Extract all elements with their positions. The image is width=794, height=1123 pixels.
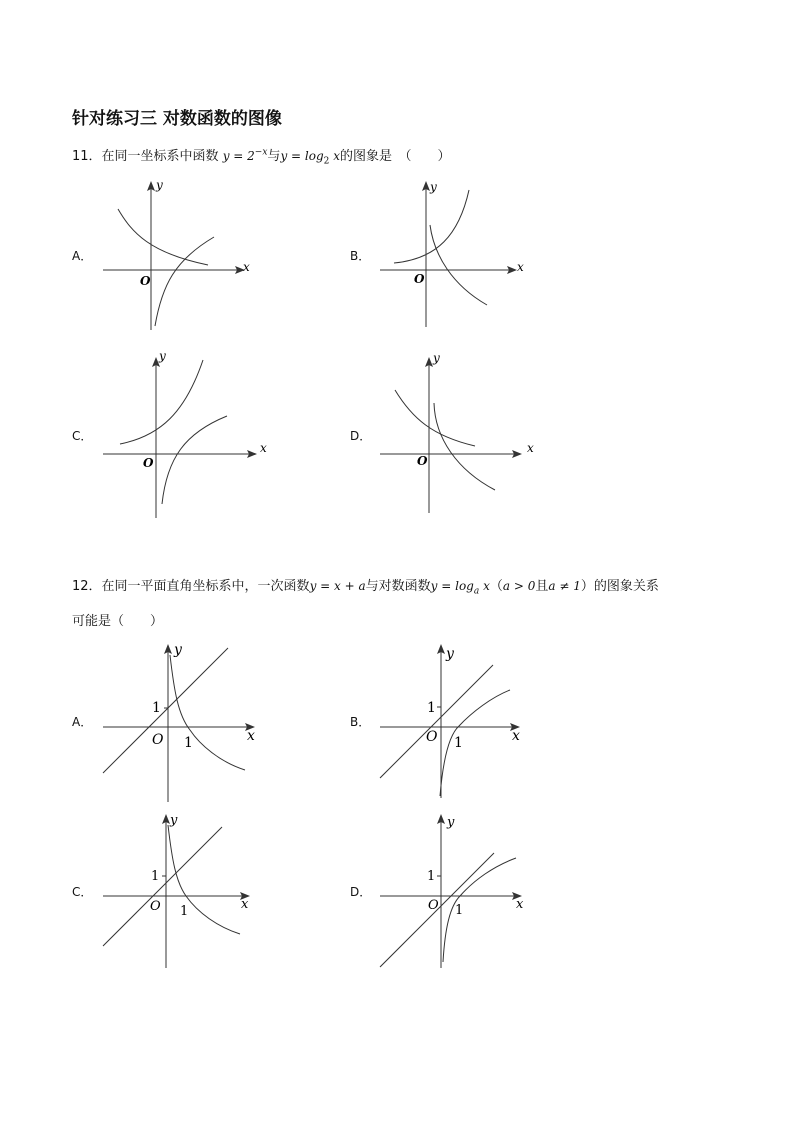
origin-label: O xyxy=(417,454,428,468)
x-label: x xyxy=(527,441,534,455)
q12-func2-base: a xyxy=(473,586,480,597)
q12-number: 12． xyxy=(72,579,102,594)
q11-option-c-label[interactable]: C． xyxy=(72,429,93,443)
q11-stem-post: 的图象是 （ ） xyxy=(339,149,451,164)
origin-label: O xyxy=(414,272,425,286)
y-label: y xyxy=(447,815,455,830)
x-label: x xyxy=(260,441,267,455)
q11-graph-c xyxy=(100,348,275,523)
curve-decreasing xyxy=(118,209,208,265)
log-curve xyxy=(170,655,245,770)
q12-graph-a xyxy=(100,640,270,810)
curve-decreasing xyxy=(430,225,487,305)
x-label: x xyxy=(247,728,255,744)
q11-stem xyxy=(72,145,451,167)
section-title: 针对练习三 对数函数的图像 xyxy=(72,109,282,129)
q12-stem-line2: 可能是（ ） xyxy=(72,614,164,629)
curve-decreasing xyxy=(395,390,475,446)
x-label: x xyxy=(517,260,524,274)
q11-stem-pre: 在同一坐标系中函数 xyxy=(101,149,223,164)
q12-func1: y = x + a xyxy=(309,579,366,593)
origin-label: O xyxy=(426,729,438,745)
q12-cond-post: ）的图象关系 xyxy=(580,579,659,594)
x-label: x xyxy=(512,728,520,744)
log-curve xyxy=(440,690,510,796)
q12-cond-mid: 且 xyxy=(535,579,549,594)
y-label: y xyxy=(170,813,178,828)
q11-func2-post: x xyxy=(329,149,340,163)
q11-func2-pre: y = log xyxy=(280,149,324,163)
q12-graph-b xyxy=(377,640,547,810)
q11-graph-b xyxy=(377,175,537,335)
q12-cond-a2: a ≠ 1 xyxy=(548,579,581,593)
q12-stem-mid: 与对数函数 xyxy=(365,579,431,594)
y-label: y xyxy=(156,178,163,192)
q12-graph-c xyxy=(100,810,270,980)
y-label: y xyxy=(446,646,454,662)
origin-label: O xyxy=(428,898,439,913)
q12-option-b-label[interactable]: B． xyxy=(350,715,371,729)
q12-graph-d xyxy=(377,810,547,980)
y-tick-one: 1 xyxy=(427,869,436,884)
log-curve xyxy=(168,825,240,934)
q11-graph-d xyxy=(377,348,552,523)
q12-option-d-label[interactable]: D． xyxy=(350,885,372,899)
q12-option-a-label[interactable]: A． xyxy=(72,715,93,729)
q12-stem-pre: 在同一平面直角坐标系中，一次函数 xyxy=(101,579,310,594)
y-tick-one: 1 xyxy=(152,700,161,716)
q12-func2-post: x xyxy=(479,579,490,593)
origin-label: O xyxy=(143,456,154,470)
q11-graph-a xyxy=(100,175,260,335)
y-label: y xyxy=(433,351,440,365)
q11-stem-mid: 与 xyxy=(267,149,281,164)
y-label: y xyxy=(159,349,166,363)
curve-log-decreasing xyxy=(434,403,495,490)
q11-func2-base: 2 xyxy=(323,156,330,167)
x-label: x xyxy=(516,897,524,912)
x-label: x xyxy=(241,897,249,912)
curve-increasing xyxy=(155,237,214,326)
q12-cond-a1: a > 0 xyxy=(502,579,536,593)
q11-option-d-label[interactable]: D． xyxy=(350,429,372,443)
x-tick-one: 1 xyxy=(180,904,189,919)
x-label: x xyxy=(243,260,250,274)
q12-option-c-label[interactable]: C． xyxy=(72,885,93,899)
line-graph xyxy=(103,827,222,946)
q12-stem xyxy=(72,575,659,597)
y-label: y xyxy=(430,180,437,194)
curve-increasing xyxy=(120,360,203,444)
log-curve xyxy=(443,858,516,962)
x-tick-one: 1 xyxy=(455,903,464,918)
line-graph xyxy=(380,665,493,778)
line-graph xyxy=(380,853,494,967)
origin-label: O xyxy=(140,274,151,288)
line-graph xyxy=(103,648,228,773)
origin-label: O xyxy=(150,899,161,914)
curve-log xyxy=(162,416,227,504)
q11-func1-exp: −x xyxy=(254,147,268,158)
x-tick-one: 1 xyxy=(454,735,463,751)
q11-number: 11． xyxy=(72,149,102,164)
q12-func2-pre: y = log xyxy=(430,579,474,593)
q11-option-a-label[interactable]: A． xyxy=(72,249,93,263)
y-tick-one: 1 xyxy=(427,700,436,716)
curve-increasing xyxy=(394,190,469,263)
q11-func1: y = 2 xyxy=(222,149,255,163)
q11-option-b-label[interactable]: B． xyxy=(350,249,371,263)
origin-label: O xyxy=(152,732,164,748)
x-tick-one: 1 xyxy=(184,735,193,751)
y-label: y xyxy=(174,642,182,658)
q12-cond-pre: （ xyxy=(489,579,503,594)
y-tick-one: 1 xyxy=(151,869,160,884)
